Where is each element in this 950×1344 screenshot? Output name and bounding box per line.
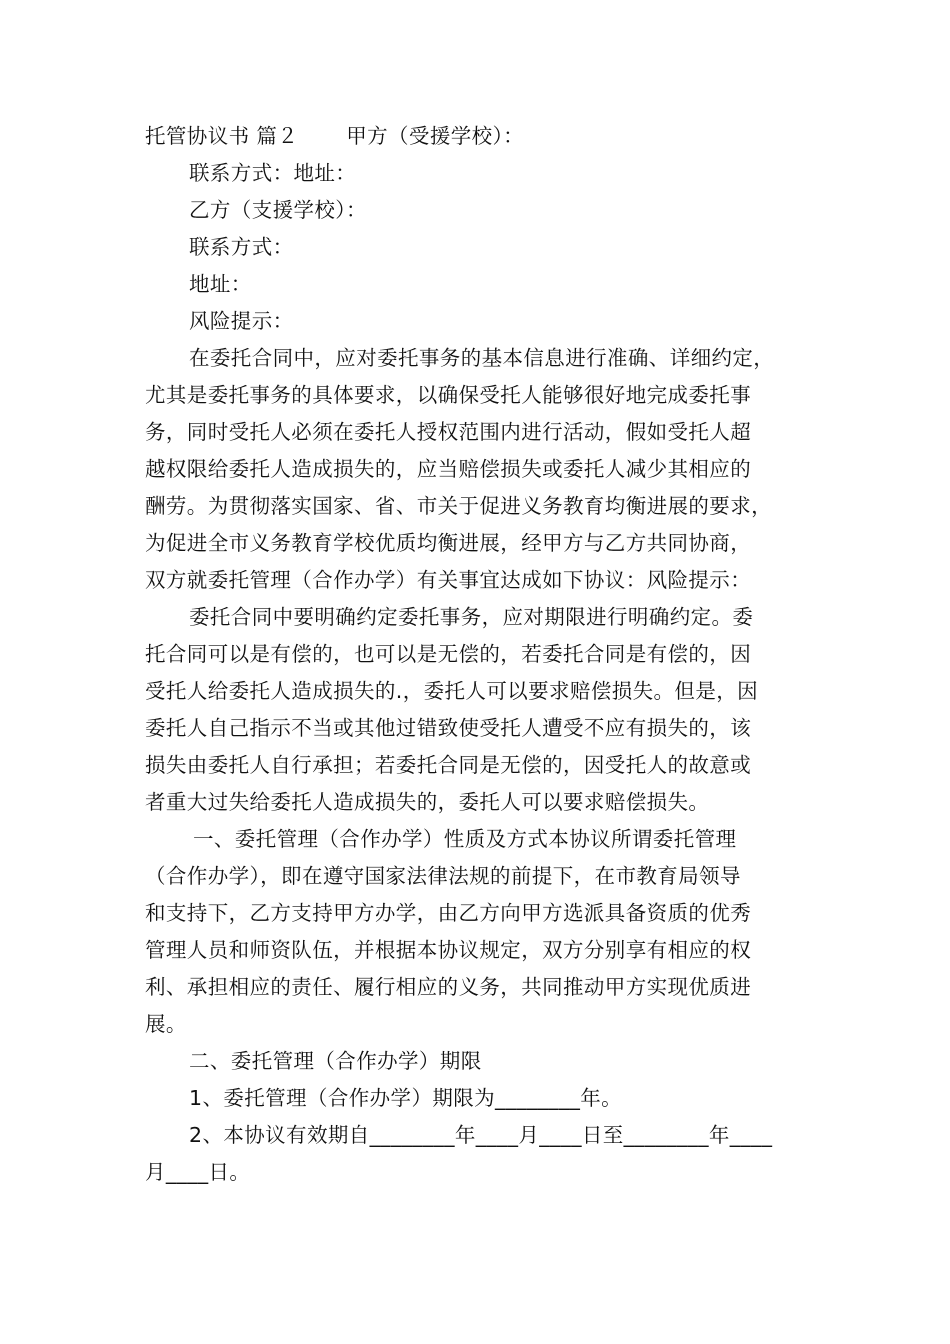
header-line — [145, 118, 815, 155]
clause-line: 1、委托管理（合作办学）期限为________年。 — [189, 1086, 623, 1110]
paragraph-line: 酬劳。为贯彻落实国家、省、市关于促进义务教育均衡进展的要求， — [145, 494, 772, 518]
document-title: 托管协议书 篇２ — [145, 124, 299, 148]
section-heading-line: 二、委托管理（合作办学）期限 — [189, 1049, 482, 1073]
clause-line: 2、本协议有效期自________年____月____日至________年____ — [189, 1123, 773, 1147]
text-line: 乙方（支援学校）： — [189, 198, 367, 222]
paragraph-line: 委托人自己指示不当或其他过错致使受托人遭受不应有损失的，该 — [145, 716, 752, 740]
clause-line: 月____日。 — [145, 1160, 251, 1184]
text-line: 联系方式：地址： — [189, 161, 357, 185]
paragraph-line: 委托合同中要明确约定委托事务，应对期限进行明确约定。委 — [189, 605, 754, 629]
paragraph-line: 和支持下，乙方支持甲方办学，由乙方向甲方选派具备资质的优秀 — [145, 901, 752, 925]
paragraph-line: 越权限给委托人造成损失的，应当赔偿损失或委托人减少其相应的 — [145, 457, 752, 481]
paragraph-line: 在委托合同中，应对委托事务的基本信息进行准确、详细约定， — [189, 346, 775, 370]
document-body — [145, 118, 815, 1191]
paragraph-line: 受托人给委托人造成损失的.，委托人可以要求赔偿损失。但是，因 — [145, 679, 759, 703]
paragraph-line: 展。 — [145, 1012, 187, 1036]
paragraph-line: 利、承担相应的责任、履行相应的义务，共同推动甲方实现优质进 — [145, 975, 752, 999]
paragraph-line: 者重大过失给委托人造成损失的，委托人可以要求赔偿损失。 — [145, 790, 710, 814]
text-line: 地址： — [189, 272, 252, 296]
text-line: 风险提示： — [189, 309, 294, 333]
paragraph-line: 尤其是委托事务的具体要求，以确保受托人能够很好地完成委托事 — [145, 383, 752, 407]
paragraph-line: 损失由委托人自行承担；若委托合同是无偿的，因受托人的故意或 — [145, 753, 752, 777]
paragraph-line: 为促进全市义务教育学校优质均衡进展，经甲方与乙方共同协商， — [145, 531, 752, 555]
paragraph-line: 管理人员和师资队伍，并根据本协议规定，双方分别享有相应的权 — [145, 938, 752, 962]
paragraph-line: 双方就委托管理（合作办学）有关事宜达成如下协议：风险提示： — [145, 568, 752, 592]
paragraph-line: （合作办学），即在遵守国家法律法规的前提下，在市教育局领导 — [145, 864, 741, 888]
paragraph-line: 务，同时受托人必须在委托人授权范围内进行活动，假如受托人超 — [145, 420, 752, 444]
section-heading-line: 一、委托管理（合作办学）性质及方式本协议所谓委托管理 — [193, 827, 737, 851]
paragraph-line: 托合同可以是有偿的，也可以是无偿的，若委托合同是有偿的，因 — [145, 642, 752, 666]
party-a-label: 甲方（受援学校）： — [346, 124, 525, 148]
text-line: 联系方式： — [189, 235, 294, 259]
